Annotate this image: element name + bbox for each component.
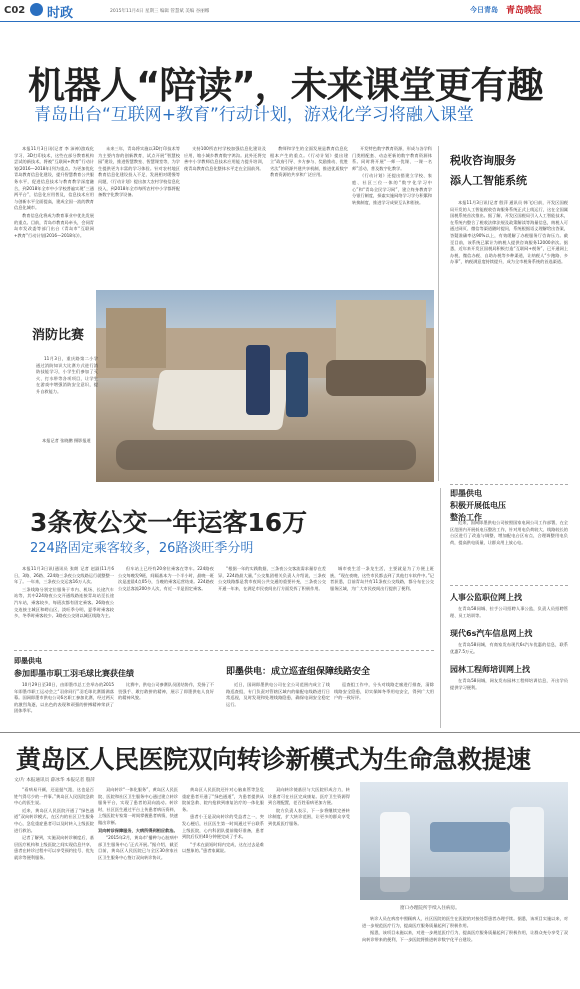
bus-col-1: 本报11月3日讯(通讯员 张朗 记者 赵淑)11月6日，3路、26路、224路三条夜公交线路运行就整整一年了。一年来，三条夜公交运客16万人次。 三条线路分别定位服务于市内、机场、长途汽车站等，其中224路夜公交开通线路连接青岛站至长途汽车站，乘客较多，每班次都有固定乘客。26路夜公交连接主城区和崂山区，淡旺季分明，夏季时乘客较多，冬季时乘客较少。3路夜公交则以城区线路为主。	[14, 566, 114, 619]
bus-col-3: “根据一年的实践数据，三条夜公交客流需求量存在差异，224路最大量，”公交集团相关负责人介绍说，三条夜公交线路都是我市夜间公共交通的重要补充，三条夜公交开通一年来，在满足市民夜间出行方面发挥了积极作用。	[218, 566, 326, 591]
header-rule	[0, 21, 580, 22]
brief-2-title: 现代6s汽车信息网上找	[450, 629, 533, 638]
hospital-title: 黄岛区人民医院双向转诊新模式为生命急救提速	[16, 745, 531, 774]
tax-service-title	[450, 152, 527, 188]
hospital-col-4: 双向转诊使基层与大医院形成合力，转诊患者可在社区完成康复。医疗卫生资源得到合理配置，老百姓看病更加方便。 院方负责人表示，下一步将继续完善转诊制度，扩大转诊范围，让更多的群众享受到优质医疗服务。	[268, 787, 350, 826]
bus-col-4: 城市夜生活一条龙生活，主要就是为了方便上班族，“现在夜晚，这些市民都去到了其他打车软件中。”记者获悉，目前青岛共有11条夜公交线路，都分布在公交服务区域，为广大市民夜间出行提供了便利。	[330, 566, 434, 591]
fire-drill-title: 消防比赛	[32, 328, 85, 343]
hospital-col-5: 转诊人员在病房中照顾病人，社区医院的医生在医院的对接处帮患者办理手续。据悉，该项目实施以来，对进一步规范医疗行为，提高医疗服务质量起到了积极作用。 据悉，该项目未施以来，对进一步规范医疗行为、提高医疗服务质量起到了积极作用，让群众充分享受了双向转诊带来的便利，下一步医院将推进转诊数字化平台建设。	[362, 916, 568, 942]
bus-title: 3条夜公交一年运客16万	[30, 508, 308, 537]
page-number: C02	[4, 5, 26, 16]
brief-2: 现代6s汽车信息网上找 在青岛58同城，有商家发布现代6s汽车优惠的信息，联系优惠7.5万元。	[450, 629, 568, 654]
fire-drill-photo	[96, 290, 434, 482]
patrol-col-2: 巡查组工作中，分头对线路走廊进行排查，清除线路安全隐患，切实保障冬季用电安全，得到广大用户的一致好评。	[334, 682, 434, 701]
sidebar-divider-2	[450, 585, 568, 586]
power-title-c: 整治工作	[450, 513, 482, 522]
tax-service-title-a: 税收咨询服务	[450, 154, 516, 167]
hospital-photo-caption: 窗口办理院所手续入住病房。	[400, 906, 460, 911]
brief-1-title: 人事公监职位网上找	[450, 593, 522, 602]
bus-col-2: 但车站上已经有20余位乘客在等车。224路夜公交每晚发9班，间隔基本为一个半小时，最晚一班次是凌晨4点05分，当晚的乘客运营结束。224路夜公交总客流200多人次，有近一半是固定乘客。	[118, 566, 214, 591]
power-title-a: 即墨供电	[450, 489, 482, 498]
lead-col-5: 开发特色数字教育资源，形成与各学科门类相配套、动态更新的数字教育资源体系。同时将开展“一师一优课、一课一名师”活动，普及数字化教学。 《行动计划》还提出搭建立学校、家庭、社区三位一体的“数字化学习中心”和“青岛全民学习网”，建立终身教育学分银行制度，探索实施网络学习学分积累和转换制度，推进学习成果互认和衔接。	[352, 146, 432, 205]
patrol-col-1: 近日，国网即墨供电公司在全公司范围内成立了线路巡查组，专门负责对管辖区域内的输配电线路进行日常巡视，及时发现和处理线路隐患，确保电网安全稳定运行。	[226, 682, 330, 707]
badminton-title-a: 即墨供电	[14, 657, 42, 665]
section-title: 时政	[47, 6, 74, 21]
hospital-col-3: 黄岛区人民医院还针对心脑血管等急危重症患者开通了“绿色通道”，为患者提供从院前急救、院内抢救到康复治疗的一体化服务。 患者小王是双向转诊的受益者之一，突发心梗后，社区医生第一时间通过平台联系上级医院，心内科团队提前做好准备，患者到院后仅用40分钟便完成了手术。 “手术在最短时间内完成，这在过去是难以想象的。”患者家属说。	[182, 787, 264, 854]
sidebar-divider-1	[450, 484, 568, 485]
lead-title: 机器人“陪读”，未来课堂更有趣	[28, 64, 543, 107]
lead-subtitle: 青岛出台“互联网+教育”行动计划，游戏化学习将融入课堂	[34, 105, 474, 125]
fire-drill-caption-box	[10, 290, 98, 482]
lead-col-3: 支持100所农村学校加强信息化建设及应用，缩小城乡教育数字鸿沟。此外还将完善中小学教师信息技术应用能力提升培训，使青岛教育信息化整体水平走在全国前列。	[184, 146, 266, 171]
bus-subtitle: 224路固定乘客较多，26路淡旺季分明	[30, 541, 254, 556]
issue-meta: 2015年11月4日 星期三 编辑 管慧斌 美编 谷丽娜	[110, 9, 210, 14]
hospital-col-1: “看病易开颜，还是挺气派，这也是百姓气得尽少的一件事。”黄岛区人民医院急救中心的医生说。 近来，黄岛区人民医院开通了“绿色通道”双向转诊模式，在区内的社区卫生服务中心，急危重症患者可以及时转入上级医院进行救治。 记者了解到，实施双向转诊制度后，基层医疗机构和上级医院之间实现信息共享，患者在转诊过程中可以享受预约挂号、优先就诊等便利服务。	[14, 787, 94, 860]
badminton-title	[14, 656, 214, 679]
power-title	[450, 488, 506, 523]
page-header	[0, 0, 580, 22]
tax-service-body: 本报11月3日讯(记者 殷萍 通讯员 韩飞)日前，开发区国税局开发的人工智能税收咨询服务系统正式上线运行，这在全国属国税系统首次推出。据了解，开发区国税局引入人工智能技术，在系统内整合了税收法律法规及政策解读等海量信息，纳税人可通过网页、微信等渠道随时提问，系统根据语义理解给出答案，答疑准确率达90%以上，有效缓解了办税服务厅咨询压力。截至目前，该系统已累计为纳税人提供咨询服务12000余次。据悉，近年来开发区国税局积极打造“互联网+税务”，已开通网上办税、微信办税、自助办税等多种渠道，让纳税人“少跑路、多办事”，纳税满意度持续提升，成为全市税务系统的首选渠道。	[450, 200, 568, 265]
badminton-col-1: 10月29日至30日，由即墨市总工会举办的2015年即墨市职工运动会之“羽你同行”羽毛球比赛圆满落幕。国网即墨市供电公司6名职工参加比赛，经过两天的激烈角逐，以出色的表现和顽强的拼搏精神荣获了团体季军。	[14, 682, 114, 714]
hospital-photo	[360, 782, 568, 900]
brand-logo: 青岛晚报	[506, 6, 543, 16]
fire-drill-credit: 本报记者 张晓鹏 摄影报道	[42, 438, 91, 443]
brand-today: 今日青岛	[470, 6, 498, 14]
section-badge	[30, 3, 43, 16]
badminton-col-2: 比赛中，供电公司参赛队员团结协作，发扬了不畏强手、敢打敢拼的精神，展示了即墨供电人良好的精神风貌。	[118, 682, 214, 701]
lead-col-1: 本报11月3日讯(记者 李 沛神)游戏化学习、3D打印技术，这些在部分教育机构尝试的新技术，将被“互联网+教育”行动计划(2016—2018年)列为重点。为更加优化青岛教育信息化建设，提升智慧教育公共服务水平，促进信息技术与教育教学深度融合，到2018年全市中小学校普遍实现“三通两平台”，信息化应用普及，信息技术应用与创新水平全面提高，建成全国一流的教育信息化城市。 教育信息化将成为教育事业中优先发展的重点。目前，青岛市教育局牵头，会同青岛市发改委等部门出台《青岛市“互联网+教育”行动计划(2016—2018年)》。	[14, 146, 94, 238]
brief-3-title: 园林工程师培训网上找	[450, 665, 530, 674]
lead-col-2: 未来三年，青岛将实施以3D打印技术等为主要内容的创新教育，试点开展“智慧校园”建设，推进智慧教室、智慧课堂等，为学生提供更为丰富的学习体验。针对农村地区教育信息化建设投入不足、发展相对缓慢等问题，《行动计划》提出加大农村学校信息化投入，到2018年全市每所农村中小学都将配备数字化教学设备。	[98, 146, 180, 198]
patrol-title: 即墨供电：成立巡查组保障线路安全	[226, 667, 371, 677]
sidebar-divider-vertical	[440, 488, 441, 728]
hospital-top-rule	[0, 732, 580, 733]
brief-1: 人事公监职位网上找 在青岛58同城、拉手公司招聘人事公监，负责人员招聘管理、员工培训等。	[450, 593, 568, 618]
hospital-byline: 文/片 本报通讯员 薛冰华 本报记者 殷萍	[14, 778, 95, 783]
brief-3: 园林工程师培训网上找 在青岛58同城，网友发布园林工程师培训信息，开出学员提供学习便利。	[450, 665, 568, 690]
power-body: 近来，国网即墨供电公司按照国家电网公司工作部署，在全区范围内开展低电压整治工作，针对用电负荷较大、线路较长的台区进行了改造与调整，增加配电台区布点，合理调整用电负荷，提高供电质量，让群众用上放心电。	[450, 520, 568, 545]
badminton-title-b: 参加即墨市职工羽毛球比赛获佳绩	[14, 669, 134, 678]
hospital-col-2: 双向转诊“一体化服务”，黄岛区人民医院、医院和社区卫生服务中心通过建立转诊服务平台，实现了患者的双向流动。转诊时，社区医生通过平台上传患者病历资料，上级医院专家第一时间掌握患者病情，快速做出诊断。 双向转诊保障服务，大病所得到相应救治。 “2015年2月，黄岛市‘播种与心脏病中部卫生服务中心’正式开展。”据介绍，截至目前，黄岛区人民医院已与全区30余家社区卫生服务中心签订双向转诊协议。	[98, 787, 178, 860]
lead-col-4: 教师和学生的全面发展是教育信息化根本产生的重点。《行动计划》提出建立“政府引导、多方参与、奖励推动、优胜劣汰”的资源共建共享机制，推进优质数字教育资源的共享和广泛应用。	[270, 146, 348, 178]
lead-column-divider	[438, 146, 439, 481]
bus-bottom-divider	[14, 650, 434, 651]
tax-service-title-b: 添人工智能系统	[450, 174, 527, 187]
fire-drill-caption: 11月3日，重庆路第二小学通过消防知识大比赛方式进行消防技能学习，小学生们参加了灭火、打水带等各项项目，让学生在游戏中增强消防安全意识，提升自救能力。	[36, 356, 98, 394]
power-title-b: 积极开展低电压	[450, 501, 506, 510]
